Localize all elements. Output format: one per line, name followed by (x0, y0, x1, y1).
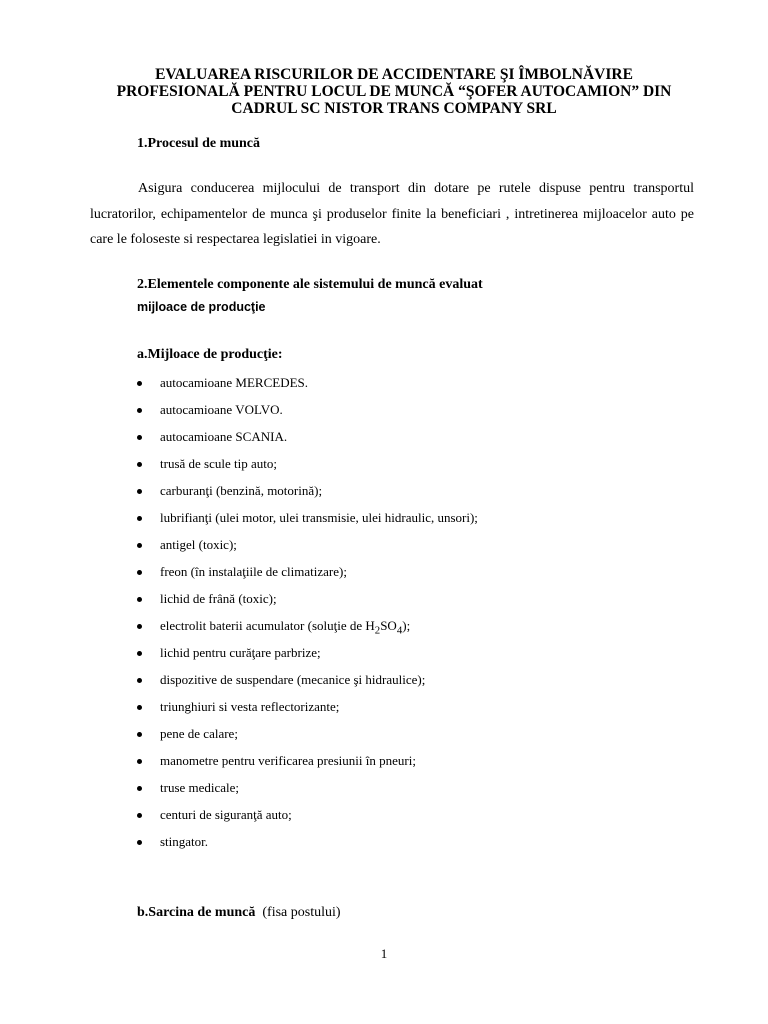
bullet-icon (137, 705, 142, 710)
list-item: autocamioane SCANIA. (137, 425, 478, 452)
document-title (60, 66, 728, 117)
bullet-icon (137, 408, 142, 413)
section-1-paragraph-text: Asigura conducerea mijlocului de transport din dotare pe rutele dispuse pentru transportul lucratorilor, echipamentelor de munca şi produselor finite la beneficiari , intretinerea mijloacelor auto pe care le foloseste si respectarea legislatiei in vigoare. (90, 181, 694, 247)
list-item: pene de calare; (137, 722, 478, 749)
title-line-1: EVALUAREA RISCURILOR DE ACCIDENTARE ŞI ÎMBOLNĂVIRE (155, 66, 633, 83)
formula-subscript: 2 (374, 624, 381, 637)
bullet-icon (137, 624, 142, 629)
section-1-paragraph (90, 176, 694, 253)
list-item: electrolit baterii acumulator (soluţie de $H_2SO_4$); (137, 614, 478, 641)
list-item: autocamioane MERCEDES. (137, 371, 478, 398)
bullet-icon (137, 597, 142, 602)
section-2-subheading: mijloace de producţie (137, 300, 266, 314)
bullet-icon (137, 381, 142, 386)
section-a-heading: a.Mijloace de producţie: (137, 347, 283, 362)
bullet-icon (137, 759, 142, 764)
list-item: lubrifianţi (ulei motor, ulei transmisie, ulei hidraulic, unsori); (137, 506, 478, 533)
bullet-icon (137, 651, 142, 656)
bullet-icon (137, 840, 142, 845)
title-line-3: CADRUL SC NISTOR TRANS COMPANY SRL (231, 100, 557, 117)
list-item: stingator. (137, 830, 478, 857)
list-item: trusă de scule tip auto; (137, 452, 478, 479)
section-2-heading: 2.Elementele componente ale sistemului de muncă evaluat (137, 277, 483, 292)
bullet-icon (137, 543, 142, 548)
bullet-icon (137, 678, 142, 683)
bullet-icon (137, 570, 142, 575)
bullet-icon (137, 786, 142, 791)
title-line-2: PROFESIONALĂ PENTRU LOCUL DE MUNCĂ “ŞOFER AUTOCAMION” DIN (116, 83, 672, 100)
list-item: truse medicale; (137, 776, 478, 803)
formula-subscript: 4 (396, 624, 403, 637)
bullet-icon (137, 489, 142, 494)
section-b-heading: b.Sarcina de muncă (fisa postului) (137, 905, 341, 920)
list-item: dispozitive de suspendare (mecanice şi hidraulice); (137, 668, 478, 695)
bullet-icon (137, 435, 142, 440)
list-item: carburanţi (benzină, motorină); (137, 479, 478, 506)
section-1-heading: 1.Procesul de muncă (137, 136, 261, 151)
list-item: centuri de siguranţă auto; (137, 803, 478, 830)
list-item: lichid de frână (toxic); (137, 587, 478, 614)
page-number: 1 (380, 946, 388, 961)
list-item: freon (în instalaţiile de climatizare); (137, 560, 478, 587)
list-item: lichid pentru curăţare parbrize; (137, 641, 478, 668)
section-b-note: (fisa postului) (262, 905, 341, 920)
production-means-list (137, 371, 478, 857)
list-item: manometre pentru verificarea presiunii în pneuri; (137, 749, 478, 776)
list-item: antigel (toxic); (137, 533, 478, 560)
list-item: autocamioane VOLVO. (137, 398, 478, 425)
list-item: triunghiuri si vesta reflectorizante; (137, 695, 478, 722)
bullet-icon (137, 732, 142, 737)
bullet-icon (137, 516, 142, 521)
bullet-icon (137, 813, 142, 818)
bullet-icon (137, 462, 142, 467)
